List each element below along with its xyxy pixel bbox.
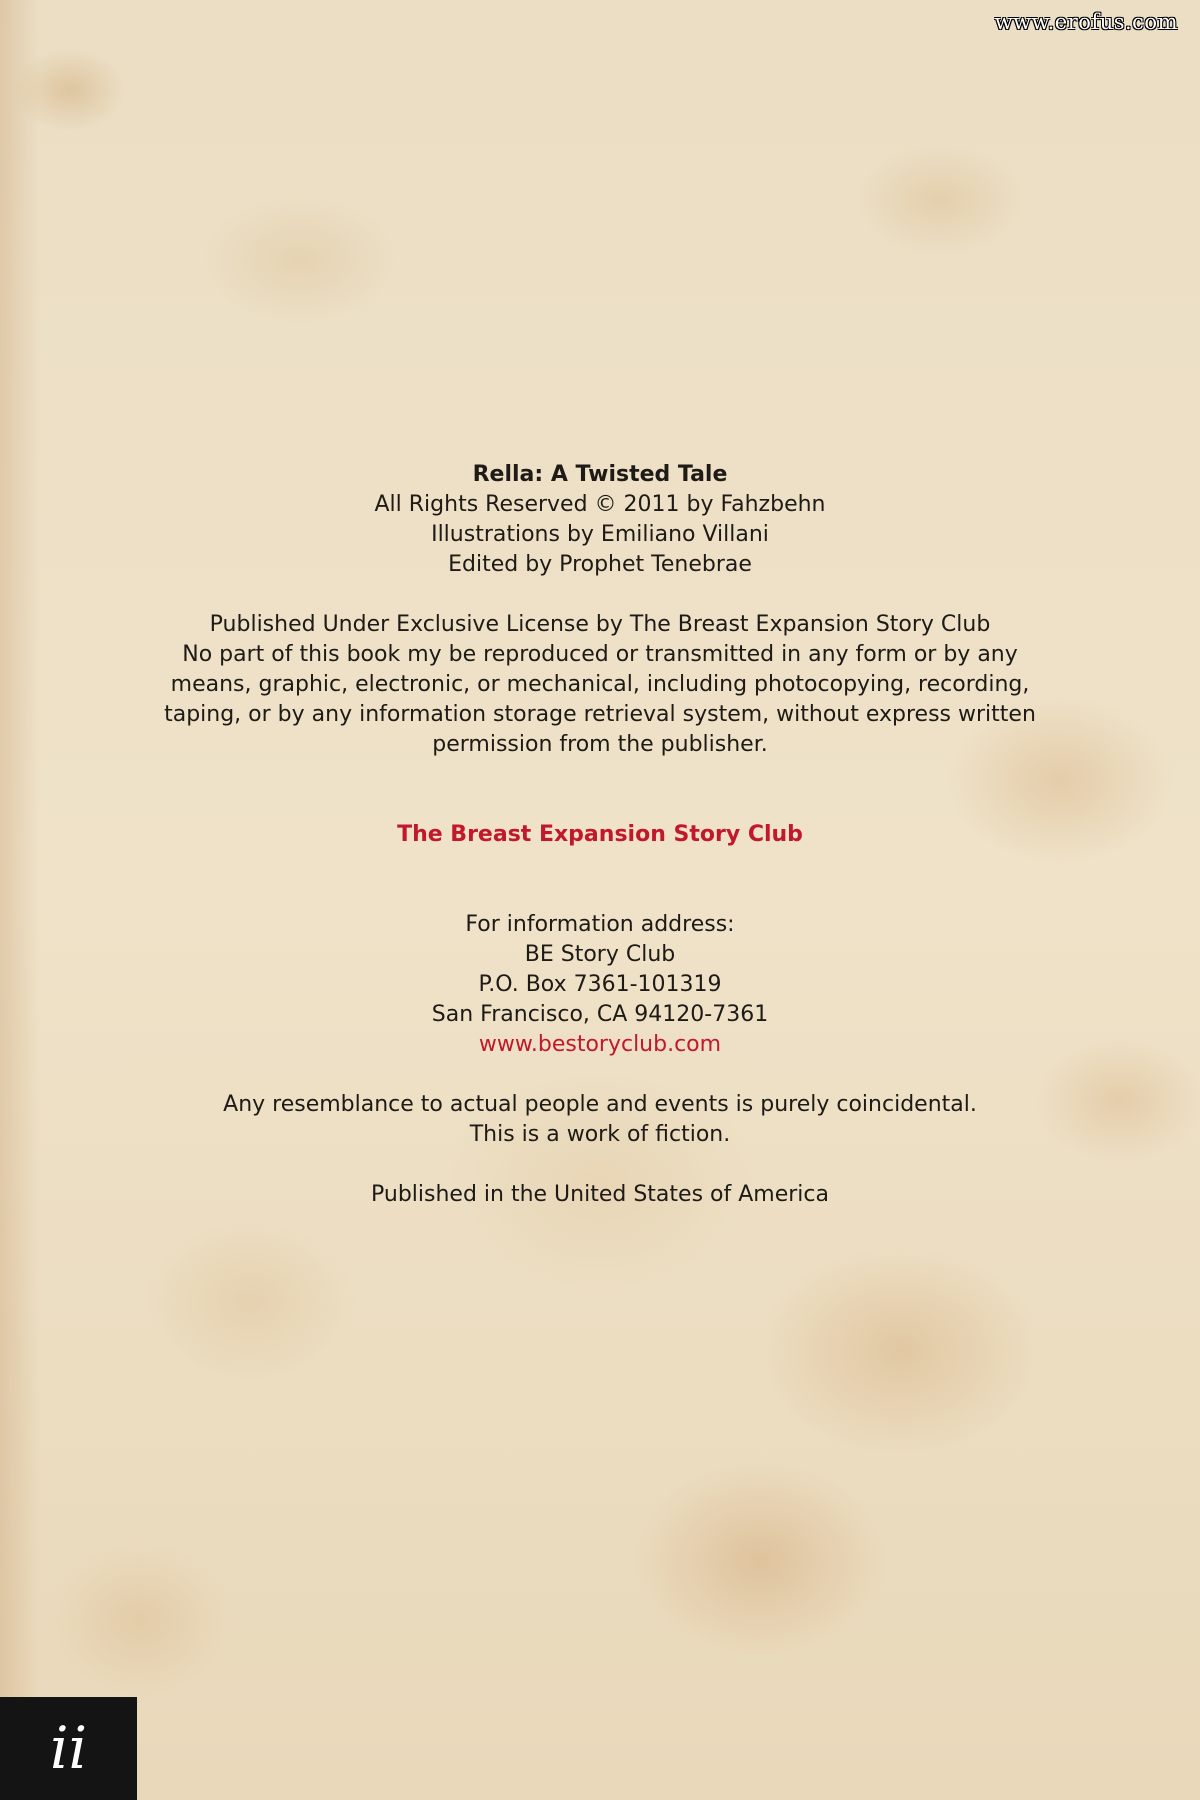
page-number: ii [49, 1714, 88, 1782]
publisher-name: The Breast Expansion Story Club [397, 822, 803, 847]
address-heading: For information address: [465, 912, 735, 937]
license-line: taping, or by any information storage retrieval system, without express written [164, 702, 1036, 727]
editor-credit: Edited by Prophet Tenebrae [448, 552, 752, 577]
address-name: BE Story Club [524, 942, 676, 967]
publisher-block [0, 820, 1200, 850]
license-block [0, 610, 1200, 760]
title-block [0, 460, 1200, 580]
copyright-page-content [0, 460, 1200, 1210]
disclaimer-line: Any resemblance to actual people and events is purely coincidental. [223, 1092, 977, 1117]
license-line: No part of this book my be reproduced or transmitted in any form or by any [182, 642, 1018, 667]
license-line: Published Under Exclusive License by The Breast Expansion Story Club [209, 612, 991, 637]
address-city: San Francisco, CA 94120-7361 [431, 1002, 769, 1027]
rights-line: All Rights Reserved © 2011 by Fahzbehn [374, 492, 826, 517]
page-number-box [0, 1697, 137, 1800]
book-title: Rella: A Twisted Tale [472, 462, 728, 487]
address-po-box: P.O. Box 7361-101319 [478, 972, 722, 997]
published-in: Published in the United States of America [371, 1182, 829, 1207]
illustrations-credit: Illustrations by Emiliano Villani [431, 522, 769, 547]
address-block [0, 910, 1200, 1060]
watermark: www.erofus.com [994, 10, 1178, 34]
website-link[interactable]: www.bestoryclub.com [478, 1032, 722, 1057]
license-line: means, graphic, electronic, or mechanical, including photocopying, recording, [170, 672, 1030, 697]
license-line: permission from the publisher. [432, 732, 768, 757]
disclaimer-block [0, 1090, 1200, 1150]
disclaimer-line: This is a work of fiction. [469, 1122, 731, 1147]
published-in-block [0, 1180, 1200, 1210]
